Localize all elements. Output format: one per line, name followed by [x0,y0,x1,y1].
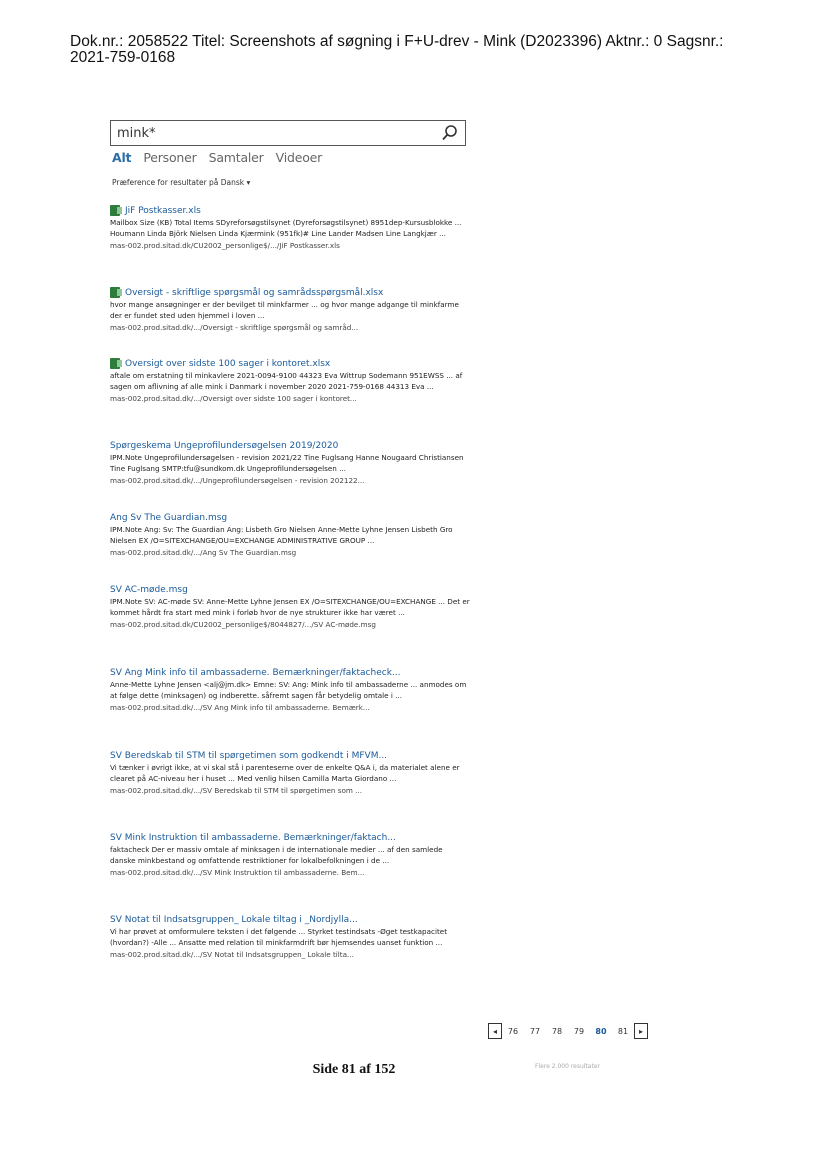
excel-file-icon [110,358,120,369]
result-url[interactable]: mas-002.prod.sitad.dk/.../SV Mink Instruktion til ambassaderne. Bem... [110,868,365,877]
result-title-text: Oversigt - skriftlige spørgsmål og samrådsspørgsmål.xlsx [125,287,384,298]
document-header [70,34,790,66]
result-title[interactable]: SV Notat til Indsatsgruppen_ Lokale tiltag i _Nordjylla... [110,915,358,925]
result-snippet: IPM.Note Ang: Sv: The Guardian Ang: Lisbeth Gro Nielsen Anne-Mette Lyhne Jensen Lisbeth Gro Nielsen EX /O=SITEXCHANGE/OU=EXCHANGE ADMINISTRATIVE GROUP ... [110,525,453,545]
list-item [110,205,470,250]
result-title-text: Oversigt over sidste 100 sager i kontoret.xlsx [125,358,331,369]
result-snippet: faktacheck Der er massiv omtale af minksagen i de internationale medier ... af den samlede danske minkbestand og omfattende restriktioner for lokalbefolkningen i de ... [110,845,443,865]
result-url[interactable]: mas-002.prod.sitad.dk/.../SV Notat til Indsatsgruppen_ Lokale tilta... [110,950,354,959]
result-count-text: Flere 2.000 resultater [535,1063,600,1070]
result-url[interactable]: mas-002.prod.sitad.dk/CU2002_personlige$/8044827/.../SV AC-møde.msg [110,620,376,629]
result-title[interactable] [110,287,470,298]
document-header-line1: Dok.nr.: 2058522 Titel: Screenshots af søgning i F+U-drev - Mink (D2023396) Aktnr.: 0 Sagsnr.: [70,33,724,50]
document-header-line2: 2021-759-0168 [70,49,176,66]
filter-tabs [112,150,322,165]
language-preference-link[interactable]: Præference for resultater på Dansk ▾ [112,178,251,187]
result-title-text: JiF Postkasser.xls [125,205,201,216]
page-number: Side 81 af 152 [312,1062,396,1077]
result-title[interactable] [110,205,470,216]
result-snippet: IPM.Note SV: AC-møde SV: Anne-Mette Lyhne Jensen EX /O=SITEXCHANGE/OU=EXCHANGE ... Det er kommet hårdt fra start med mink i forløb hvor de nye strukturer ikke har været ... [110,597,470,617]
result-snippet: Anne-Mette Lyhne Jensen <alj@jm.dk> Emne: SV: Ang: Mink info til ambassaderne ... anmodes om at følge dette (minksagen) og indberette. såfremt sagen får betydelig omtale i ... [110,680,467,700]
page-link-80[interactable]: 80 [595,1026,607,1036]
result-snippet: Vi tænker i øvrigt ikke, at vi skal stå i parenteserne over de enkelte Q&A i, da materialet alene er clearet på AC-niveau her i huset ... Med venlig hilsen Camilla Marta Giordano ... [110,763,460,783]
tab-videoer[interactable]: Videoer [275,150,323,165]
result-snippet: aftale om erstatning til minkavlere 2021-0094-9100 44323 Eva Wittrup Sodemann 951EWSS ... af sagen om aflivning af alle mink i Danmark i november 2020 2021-759-0168 44313 Eva ... [110,371,463,391]
search-box [110,120,466,146]
result-title[interactable]: SV AC-møde.msg [110,585,188,595]
result-title[interactable]: SV Beredskab til STM til spørgetimen som godkendt i MFVM... [110,751,388,761]
page-link-79[interactable]: 79 [573,1026,585,1036]
result-url[interactable]: mas-002.prod.sitad.dk/.../SV Ang Mink info til ambassaderne. Bemærk... [110,703,370,712]
page-link-77[interactable]: 77 [529,1026,541,1036]
tab-samtaler[interactable]: Samtaler [208,150,264,165]
result-url[interactable]: mas-002.prod.sitad.dk/.../Ang Sv The Guardian.msg [110,548,297,557]
result-snippet: Vi har prøvet at omformulere teksten i det følgende ... Styrket testindsats -Øget testkapacitet (hvordan?) -Alle ... Ansatte med relation til minkfarmdrift bør hjemsendes uanset funktion ... [110,927,448,947]
tab-personer[interactable]: Personer [143,150,197,165]
result-url[interactable]: mas-002.prod.sitad.dk/.../Oversigt - skriftlige spørgsmål og samråd... [110,323,359,332]
result-snippet: Mailbox Size (KB) Total Items SDyreforsøgstilsynet (Dyreforsøgstilsynet) 8951dep-Kursusblokke ... Houmann Linda Björk Nielsen Linda Kjærmink (951fk)# Line Lander Madsen Line Langkjær ... [110,218,462,238]
search-input[interactable] [117,124,417,142]
list-item [110,915,470,959]
page-link-81[interactable]: 81 [617,1026,629,1036]
tab-alt[interactable]: Alt [112,150,132,165]
page-link-78[interactable]: 78 [551,1026,563,1036]
result-title[interactable]: SV Ang Mink info til ambassaderne. Bemærkninger/faktacheck... [110,668,401,678]
previous-page-button[interactable]: ◂ [488,1023,502,1039]
list-item [110,358,470,403]
list-item [110,668,470,712]
excel-file-icon [110,205,120,216]
result-title[interactable]: SV Mink Instruktion til ambassaderne. Bemærkninger/faktach... [110,833,396,843]
result-snippet: IPM.Note Ungeprofilundersøgelsen - revision 2021/22 Tine Fuglsang Hanne Nougaard Christiansen Tine Fuglsang SMTP:tfu@sundkom.dk Ungeprofilundersøgelsen ... [110,453,464,473]
list-item [110,513,470,557]
pagination [488,1021,648,1041]
result-title[interactable] [110,358,470,369]
excel-file-icon [110,287,120,298]
list-item [110,441,470,485]
list-item [110,833,470,877]
page-link-76[interactable]: 76 [507,1026,519,1036]
list-item [110,585,470,629]
result-url[interactable]: mas-002.prod.sitad.dk/.../Ungeprofilundersøgelsen - revision 202122... [110,476,365,485]
result-title[interactable]: Ang Sv The Guardian.msg [110,513,228,523]
list-item [110,287,470,332]
result-url[interactable]: mas-002.prod.sitad.dk/CU2002_personlige$/.../JiF Postkasser.xls [110,241,340,250]
result-snippet: hvor mange ansøgninger er der bevilget til minkfarmer ... og hvor mange adgange til minkfarme der er fundet sted uden hjemmel i loven ... [110,300,459,320]
result-url[interactable]: mas-002.prod.sitad.dk/.../SV Beredskab til STM til spørgetimen som ... [110,786,363,795]
next-page-button[interactable]: ▸ [634,1023,648,1039]
list-item [110,751,470,795]
result-url[interactable]: mas-002.prod.sitad.dk/.../Oversigt over sidste 100 sager i kontoret... [110,394,357,403]
result-title[interactable]: Spørgeskema Ungeprofilundersøgelsen 2019/2020 [110,441,339,451]
search-icon[interactable] [441,124,459,142]
